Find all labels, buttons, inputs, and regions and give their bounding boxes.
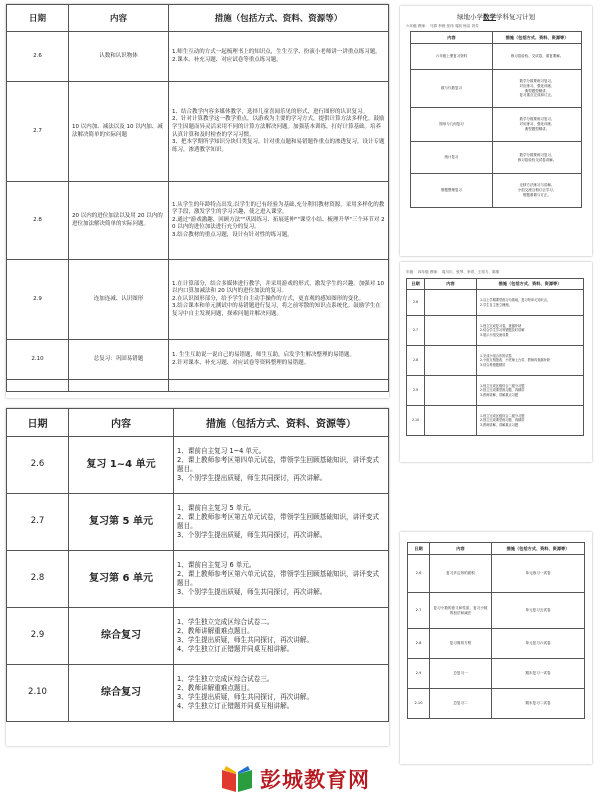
table-row xyxy=(7,340,389,380)
row-content xyxy=(425,406,477,436)
row-content: 认数和认识物体 xyxy=(69,32,169,82)
row-date: 2.7 xyxy=(7,82,69,182)
table-row xyxy=(408,689,585,719)
header-date: 日期 xyxy=(407,279,425,290)
row-measures: 1、学生独立完成区综合试卷二。 2、教师讲解重难点题目。 3、学生提出质疑，师生共同探讨，再次讲解。 4、学生独立订正错题并同桌互相讲解。 xyxy=(174,608,389,665)
review-plan-sheet-4 xyxy=(400,262,592,462)
table-header-row xyxy=(411,32,582,44)
review-plan-sheet-3 xyxy=(400,6,592,256)
row-date: 2.10 xyxy=(408,689,430,719)
row-date: 2.7 xyxy=(408,593,430,629)
header-measures: 措施（包括方式、资料、资源等） xyxy=(492,543,585,555)
header-date: 日期 xyxy=(408,543,430,555)
header-measures: 措施（包括方式、资料、资源等） xyxy=(174,409,389,437)
plan-table-1 xyxy=(6,4,389,392)
table-row-empty xyxy=(7,380,389,392)
row-measures: 1、结合教学内容多媒体教学，选择儿童喜闻乐见的形式，进行图形的认识复习。 2、针对计算教学这一教学重点，以游戏为主要的学习方式，提供计算方法多样化。鼓励学生因题而异灵活采用不同的计算方法解决问题。加强基本训练，打好计算基础。培养认真计算和及时检查的学习习惯。 3、把本学期所学知识分块归类复习，针对重点题和易错题作重点的渗透复习，设计专题练习，渗透教学知识。 xyxy=(169,82,389,182)
header-content: 内容 xyxy=(69,5,169,32)
table-row xyxy=(7,260,389,340)
table-row xyxy=(411,70,582,108)
row-measures: 单元复习五试卷 xyxy=(492,593,585,629)
row-measures: 单元练习一试卷 xyxy=(492,555,585,593)
row-measures: 1、学生独立完成区综合试卷三。 2、教师讲解重难点题目。 3、学生提出质疑，师生共同探讨，再次讲解。 4、学生独立订正错题并同桌互相讲解。 xyxy=(174,665,389,722)
table-row xyxy=(407,316,584,346)
row-date: 2.9 xyxy=(408,659,430,689)
row-content: 复习第 5 单元 xyxy=(69,494,174,551)
table-row xyxy=(408,629,585,659)
row-measures: 数学分数要练习复习、 练习卷检验交试卷讲解。 xyxy=(493,142,582,174)
row-measures: 1.师生互动的方式一起梳理书上的知识点，生生互学、扮演小老师讲一讲重点练习题。 2.课本、补充习题、对应试卷等重点练习题。 xyxy=(169,32,389,82)
review-plan-sheet-5 xyxy=(400,532,592,764)
header-content: 内容 xyxy=(411,32,493,44)
row-content: 总复习一 xyxy=(430,659,492,689)
header-date: 日期 xyxy=(7,5,69,32)
table-row xyxy=(408,593,585,629)
row-date: 2.6 xyxy=(408,555,430,593)
row-date: 2.8 xyxy=(7,551,69,608)
row-measures: 1.独立完成复习卷，查漏补缺 2.结合学生学习易错题及时讲解 3.展示小组交流成果 xyxy=(477,316,584,346)
row-date: 2.9 xyxy=(7,260,69,340)
plan-table-5 xyxy=(407,542,585,719)
header-measures: 措施（包括方式、资料、资源等） xyxy=(477,279,584,290)
table-row xyxy=(407,290,584,316)
row-measures: 1、课前自主复习 5 单元。 2、课上教师参考区第五单元试卷，带领学生回顾基础知识，讲评变式题目。 3、个别学生提出质疑，师生共同探讨，再次讲解。 xyxy=(174,494,389,551)
table-row xyxy=(407,376,584,406)
row-content: 六年级上册复习资料 xyxy=(411,44,493,70)
table-row xyxy=(411,142,582,174)
row-measures: 数学分数要练习复习、 对应练习、强化训练、 典型题型精讲、 复习重点完成和订正。 xyxy=(493,70,582,108)
site-logo[interactable] xyxy=(220,762,400,796)
row-date: 2.9 xyxy=(407,376,425,406)
row-content: 复习 1~4 单元 xyxy=(69,437,174,494)
table-header-row xyxy=(407,279,584,290)
header-content: 内容 xyxy=(425,279,477,290)
row-content xyxy=(425,376,477,406)
table-row xyxy=(411,174,582,208)
row-content: 总复习二 xyxy=(430,689,492,719)
row-date: 2.9 xyxy=(7,608,69,665)
table-row xyxy=(411,108,582,142)
row-content: 连加连减、认识图形 xyxy=(69,260,169,340)
row-content: 错题整理复习 xyxy=(411,174,493,208)
row-content xyxy=(425,346,477,376)
row-measures: 1.独立完成区级综合三级分习题 2.独立完成课堂练习题、再精讲 3.教师讲解，讲解重点习题 xyxy=(477,376,584,406)
row-measures: 1、课前自主复习 6 单元。 2、课上教师参考区第六单元试卷，带领学生回顾基础知识，讲评变式题目。 3、个别学生提出质疑，师生共同探讨，再次讲解。 xyxy=(174,551,389,608)
row-date: 2.8 xyxy=(7,182,69,260)
row-measures: 1.独立完成区级综合二级分习题 2.独立完成课堂练习题、再精讲 3.教师讲解，讲解重点习题 xyxy=(477,406,584,436)
header-measures: 措施（包括方式、资料、资源等） xyxy=(493,32,582,44)
header-measures: 措施（包括方式、资料、资源等） xyxy=(169,5,389,32)
row-measures: 1.以上学期课堂练习为基础，复习每单元知识点。 2.学生自主独立梳理。 xyxy=(477,290,584,316)
row-date: 2.6 xyxy=(407,290,425,316)
row-measures: 单元复习六试卷 xyxy=(492,629,585,659)
row-measures: 1.从学生的年龄特点出发,以学生的已有经验为基础,充分利用教材资源，采用多样化的教学手段，激发学生的学习兴趣，使之进入课堂。 2.通过"游戏激趣、回顾方法""巩固练习、拓展延伸""课堂小结、梳理升华"三个环节对 20 以内的进位加法进行充分的复习。 3.结合教材的重点习题，设计有针对性的练习题。 xyxy=(169,182,389,260)
table-row xyxy=(7,82,389,182)
row-date: 2.6 xyxy=(7,32,69,82)
plan-table-3 xyxy=(410,31,582,208)
row-content xyxy=(425,290,477,316)
table-row xyxy=(7,665,389,722)
book-icon xyxy=(220,764,254,794)
header-date: 日期 xyxy=(7,409,69,437)
table-row xyxy=(408,555,585,593)
row-content: 20 以内的进位加法以及用 20 以内的进位加法解决简单的实际问题。 xyxy=(69,182,169,260)
row-measures: 1.在计算部分，结合多媒体进行教学，并采用游戏的形式，激发学生的兴趣。加强对 10 以内口算加减法和 20 以内的进位加法的复习。 2.在认识图形部分，给予学生自主动手操作的方式，更直观的感知图形的变化。 3.结合课本和单元测试中的易错题进行复习，将之前零散的知识点系统化。鼓励学生在复习中自主发现问题，探索问题并解决问题。 xyxy=(169,260,389,340)
row-content: 图形与几何复习 xyxy=(411,108,493,142)
row-content: 综合复习 xyxy=(69,665,174,722)
table-row xyxy=(7,437,389,494)
row-date: 2.7 xyxy=(7,494,69,551)
plan-table-4 xyxy=(406,278,584,436)
row-content: 10 以内加、减法以及 10 以内加、减法解决简单的实际问题 xyxy=(69,82,169,182)
table-row xyxy=(7,182,389,260)
table-row xyxy=(411,44,582,70)
grade-teacher-line: 六年级 教师： 马群 李晨 张伟 周凯 杨洁 刘芳 xyxy=(406,24,479,28)
row-content: 复习多边形的面积 xyxy=(430,555,492,593)
logo-text: 彭城教育网 xyxy=(260,768,370,792)
header-content: 内容 xyxy=(69,409,174,437)
row-measures: 1、课前自主复习 1~4 单元。 2、课上教师参考区第四单元试卷，带领学生回顾基础知识，讲评变式题目。 3、个别学生提出质疑，师生共同探讨，再次讲解。 xyxy=(174,437,389,494)
row-content: 复习第 6 单元 xyxy=(69,551,174,608)
row-content: 统计复习 xyxy=(411,142,493,174)
row-content: 复习小数的意义和性质、复习小数的加法和减法 xyxy=(430,593,492,629)
grade-teacher-line: 年级： 四年级 教师： 周川川、张琴、李青、王再力、陈倩 xyxy=(406,270,500,274)
row-content: 数与代数复习 xyxy=(411,70,493,108)
table-row xyxy=(407,346,584,376)
review-plan-sheet-1 xyxy=(6,4,389,398)
row-measures: 练习卷检验、交试卷、重复要解。 xyxy=(493,44,582,70)
table-row xyxy=(7,608,389,665)
plan-table-2 xyxy=(6,408,389,722)
table-row xyxy=(7,32,389,82)
row-content: 复习简易方程 xyxy=(430,629,492,659)
row-content xyxy=(425,316,477,346)
row-measures: 期末复习二试卷 xyxy=(492,689,585,719)
row-measures: 期末复习一试卷 xyxy=(492,659,585,689)
row-measures: 1.完成小组合作的试卷 2.小组互相批改、小老师上台讲，教师再查漏补缺 3.结合易错题精讲 xyxy=(477,346,584,376)
table-row xyxy=(408,659,585,689)
row-date: 2.10 xyxy=(407,406,425,436)
row-date: 2.8 xyxy=(408,629,430,659)
row-date: 2.10 xyxy=(7,665,69,722)
row-measures: 迁移方法练习与讲解、 小组交流互相订正学习、 错题重做与订正。 xyxy=(493,174,582,208)
row-measures: 数学分数要练习复习、 对应练习、强化训练、 典型题型精讲。 xyxy=(493,108,582,142)
row-content: 综合复习 xyxy=(69,608,174,665)
row-date: 2.8 xyxy=(407,346,425,376)
row-date: 2.7 xyxy=(407,316,425,346)
table-header-row xyxy=(7,5,389,32)
table-row xyxy=(407,406,584,436)
row-date: 2.10 xyxy=(7,340,69,380)
row-measures: 1. 生生互助说一说自己的易错题，师生互助，启发学生解决整理的易错题。 2.针对课本、补充习题、对应试卷等资料整理的易错题。 xyxy=(169,340,389,380)
table-header-row xyxy=(408,543,585,555)
table-row xyxy=(7,494,389,551)
plan-title: 绿地小学数学学科复习计划 xyxy=(457,13,535,21)
row-content: 总复习：巩固易错题 xyxy=(69,340,169,380)
table-header-row xyxy=(7,409,389,437)
review-plan-sheet-2 xyxy=(6,408,389,746)
row-date: 2.6 xyxy=(7,437,69,494)
header-content: 内容 xyxy=(430,543,492,555)
table-row xyxy=(7,551,389,608)
